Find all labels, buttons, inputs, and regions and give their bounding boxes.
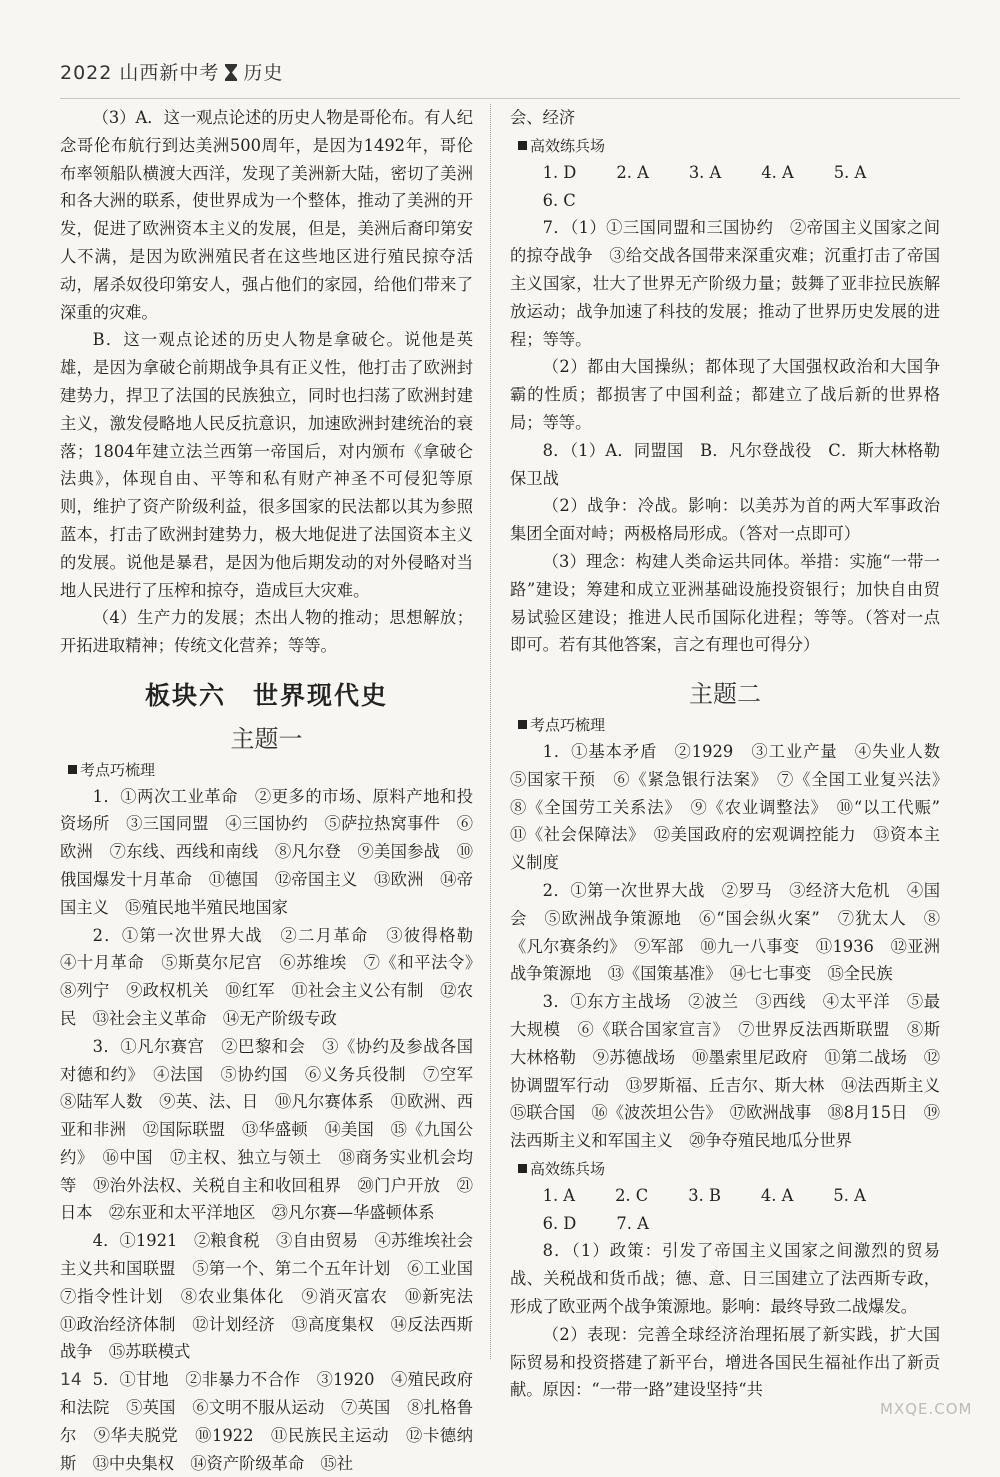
answer-item: 1. A (542, 1185, 576, 1205)
answer-paragraph: 8．（1）A．同盟国 B．凡尔登战役 C．斯大林格勒保卫战 (510, 440, 940, 488)
answer-item: 7. A (616, 1213, 649, 1233)
answer-item: 1. D (542, 162, 577, 182)
answer-paragraph: （3）A．这一观点论述的历史人物是哥伦布。有人纪念哥伦布航行到达美洲500周年，是因为1492年，哥伦布率领船队横渡大西洋，发现了美洲新大陆，密切了美洲和各大洲的联系，使世界成为一个整体，推动了美洲的开发，促进了欧洲资本主义的发展，但是，美洲后裔印第安人不满，是因为欧洲殖民者在这些地区进行殖民掠夺活动，屠杀奴役印第安人，强占他们的家园，给他们带来了深重的灾难。 (60, 108, 473, 322)
left-column (60, 104, 490, 1477)
answer-paragraph: （2）战争：冷战。影响：以美苏为首的两大军事政治集团全面对峙；两极格局形成。（答对一点即可） (510, 496, 940, 544)
page-header (60, 58, 960, 99)
section-heading: 考点巧梳理 (518, 713, 940, 738)
answer-row (510, 1210, 940, 1238)
answer-paragraph: （2）都由大国操纵；都体现了大国强权政治和大国争霸的性质；都损害了中国利益；都建立了战后新的世界格局；等等。 (510, 357, 940, 432)
answer-item: 3. A (688, 162, 722, 182)
section-heading: 考点巧梳理 (68, 758, 473, 783)
hourglass-icon (225, 64, 237, 81)
answer-paragraph: 3．①东方主战场 ②波兰 ③西线 ④太平洋 ⑤最大规模 ⑥《联合国家宣言》 ⑦世界反法西斯联盟 ⑧斯大林格勒 ⑨苏德战场 ⑩墨索里尼政府 ⑪第二战场 ⑫协调盟军行动 ⑬罗斯福、丘吉尔、斯大林 ⑭法西斯主义 ⑮联合国 ⑯《波茨坦公告》 ⑰欧洲战事 ⑱8月15日 ⑲法西斯主义和军国主义 ⑳争夺殖民地瓜分世界 (510, 992, 957, 1151)
answer-paragraph: （4）生产力的发展；杰出人物的推动；思想解放；开拓进取精神；传统文化营养；等等。 (60, 608, 473, 656)
right-column (510, 104, 957, 1404)
answer-item: 2. C (615, 1185, 649, 1205)
answer-item: 4. A (760, 1185, 794, 1205)
answer-paragraph: 1．①两次工业革命 ②更多的市场、原料产地和投资场所 ③三国同盟 ④三国协约 ⑤萨拉热窝事件 ⑥欧洲 ⑦东线、西线和南线 ⑧凡尔登 ⑨美国参战 ⑩俄国爆发十月革命 ⑪德国 ⑫帝国主义 ⑬欧洲 ⑭帝国主义 ⑮殖民地半殖民地国家 (60, 786, 473, 917)
answer-item: 5. A (833, 1185, 866, 1205)
answer-paragraph: 1．①基本矛盾 ②1929 ③工业产量 ④失业人数 ⑤国家干预 ⑥《紧急银行法案》 ⑦《全国工业复兴法》 ⑧《全国劳工关系法》 ⑨《农业调整法》 ⑩“以工代赈” ⑪《社会保障法》 ⑫美国政府的宏观调控能力 ⑬资本主义制度 (510, 741, 957, 873)
answer-paragraph: B．这一观点论述的历史人物是拿破仑。说他是英雄，是因为拿破仑前期战争具有正义性，他打击了欧洲封建势力，捍卫了法国的民族独立，同时也扫荡了欧洲封建主义，激发侵略地人民反抗意识，加速欧洲封建统治的衰落；1804年建立法兰西第一帝国后，对内颁布《拿破仑法典》，体现自由、平等和私有财产神圣不可侵犯等原则，维护了资产阶级利益，很多国家的民法都以其为参照蓝本，打击了欧洲封建势力，极大地促进了法国资本主义的发展。说他是暴君，是因为他后期发动的对外侵略对当地人民进行了压榨和掠夺，造成巨大灾难。 (60, 330, 473, 600)
answer-paragraph: 4．①1921 ②粮食税 ③自由贸易 ④苏维埃社会主义共和国联盟 ⑤第一个、第二个五年计划 ⑥工业国 ⑦指令性计划 ⑧农业集体化 ⑨消灭富农 ⑩新宪法 ⑪政治经济体制 ⑫计划经济 ⑬高度集权 ⑭反法西斯战争 ⑮苏联模式 (60, 1231, 490, 1362)
square-bullet-icon (518, 1164, 527, 1173)
page-number: 14 (60, 1370, 82, 1390)
answer-paragraph: 5．①甘地 ②非暴力不合作 ③1920 ④殖民政府和法院 ⑤英国 ⑥文明不服从运动 ⑦英国 ⑧扎格鲁尔 ⑨华夫脱党 ⑩1922 ⑪民族民主运动 ⑫卡德纳斯 ⑬中央集权 ⑭资产阶级革命 ⑮社 (60, 1370, 473, 1473)
square-bullet-icon (518, 141, 527, 150)
square-bullet-icon (518, 720, 527, 729)
header-title-prefix: 2022 山西新中考 (60, 62, 220, 84)
block-title: 板块六 世界现代史 (144, 680, 388, 710)
answer-paragraph: 3．①凡尔赛宫 ②巴黎和会 ③《协约及参战各国对德和约》 ④法国 ⑤协约国 ⑥义务兵役制 ⑦空军 ⑧陆军人数 ⑨英、法、日 ⑩凡尔赛体系 ⑪欧洲、西亚和非洲 ⑫国际联盟 ⑬华盛顿 ⑭美国 ⑮《九国公约》 ⑯中国 ⑰主权、独立与领土 ⑱商务实业机会均等 ⑲治外法权、关税自主和收回租界 ⑳门户开放 ㉑日本 ㉒东亚和太平洋地区 ㉓凡尔赛—华盛顿体系 (60, 1036, 490, 1223)
answer-paragraph: 8．（1）政策：引发了帝国主义国家之间激烈的贸易战、关税战和货币战；德、意、日三国建立了法西斯专政，形成了欧亚两个战争策源地。影响：最终导致二战爆发。 (510, 1241, 940, 1317)
answer-paragraph: （3）理念：构建人类命运共同体。举措：实施“一带一路”建设；筹建和成立亚洲基础设施投资银行；加快自由贸易试验区建设；推进人民币国际化进程；等等。（答对一点即可。若有其他答案，言之有理也可得分） (510, 551, 940, 655)
answer-paragraph: 2．①第一次世界大战 ②二月革命 ③彼得格勒 ④十月革命 ⑤斯莫尔尼宫 ⑥苏维埃 ⑦《和平法令》 ⑧列宁 ⑨政权机关 ⑩红军 ⑪社会主义公有制 ⑫农民 ⑬社会主义革命 ⑭无产阶级专政 (60, 925, 490, 1028)
answer-item: 4. A (761, 162, 794, 182)
answer-item: 6. C (542, 190, 576, 210)
answer-paragraph: 7．（1）①三国同盟和三国协约 ②帝国主义国家之间的掠夺战争 ③给交战各国带来深重灾难；沉重打击了帝国主义国家，壮大了世界无产阶级力量；鼓舞了亚非拉民族解放运动；战争加速了科技的发展；推动了世界历史发展的进程；等等。 (510, 218, 940, 349)
answer-item: 2. A (616, 162, 649, 182)
answer-item: 3. B (688, 1185, 721, 1205)
theme-title: 主题二 (689, 680, 761, 709)
answer-paragraph: 会、经济 (510, 108, 576, 127)
answer-paragraph: （2）表现：完善全球经济治理拓展了新实践，扩大国际贸易和投资搭建了新平台，增进各国民生福祉作出了新贡献。原因：“一带一路”建设坚持“共 (510, 1324, 940, 1400)
square-bullet-icon (68, 765, 77, 774)
section-heading: 高效练兵场 (518, 1157, 940, 1182)
header-title (60, 62, 283, 84)
header-title-suffix: 历史 (243, 62, 284, 84)
theme-title: 主题一 (230, 724, 303, 753)
column-divider (490, 104, 491, 1359)
answer-row (510, 187, 940, 215)
watermark: MXQE.COM (880, 1400, 973, 1418)
answer-row (510, 159, 940, 187)
answer-item: 6. D (542, 1213, 577, 1233)
answer-paragraph: 2．①第一次世界大战 ②罗马 ③经济大危机 ④国会 ⑤欧洲战争策源地 ⑥“国会纵火案” ⑦犹太人 ⑧《凡尔赛条约》 ⑨军部 ⑩九一八事变 ⑪1936 ⑫亚洲战争策源地 ⑬《国策基准》 ⑭七七事变 ⑮全民族 (510, 880, 940, 984)
answer-row (510, 1182, 940, 1210)
section-heading: 高效练兵场 (518, 134, 940, 159)
answer-item: 5. A (833, 162, 867, 182)
